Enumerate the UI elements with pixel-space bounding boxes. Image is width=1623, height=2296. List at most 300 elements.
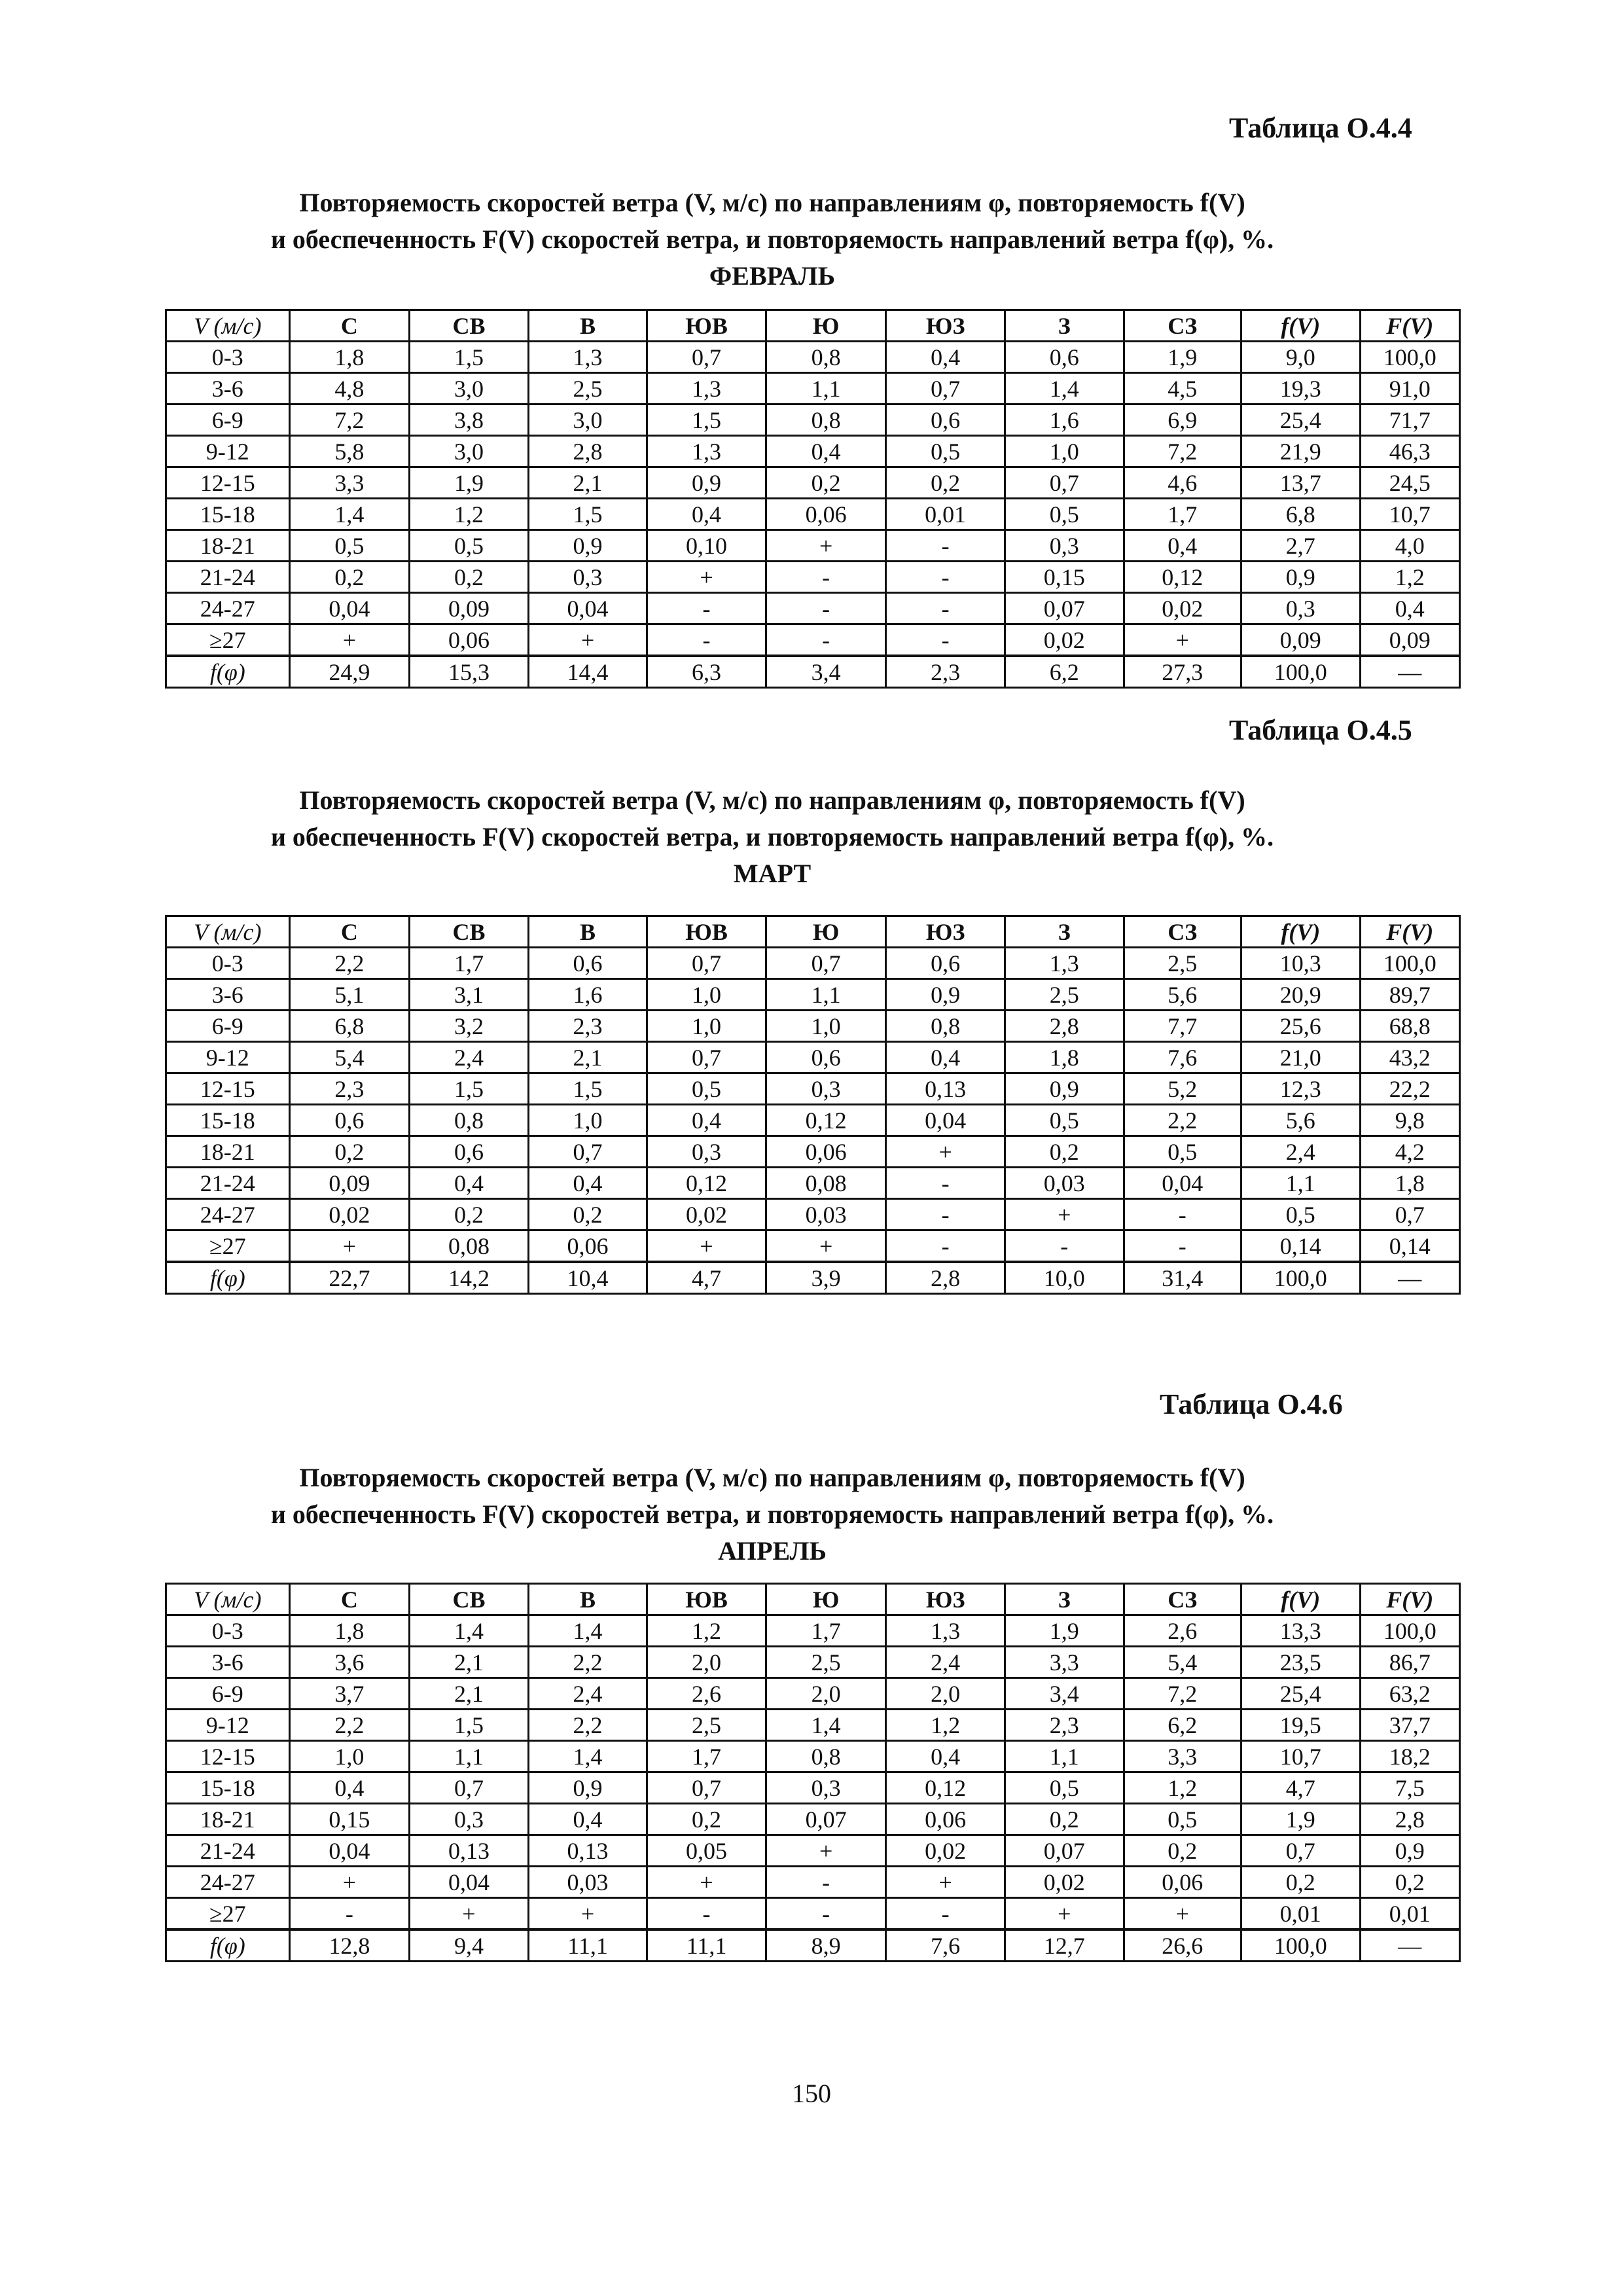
table-cell: 2,2 xyxy=(289,948,410,979)
table-cell: 0,5 xyxy=(886,436,1005,467)
table-cell: 9,0 xyxy=(1241,342,1361,373)
total-cell: 22,7 xyxy=(289,1262,410,1294)
table-cell: 0,9 xyxy=(886,979,1005,1011)
table-cell: 0,5 xyxy=(1241,1199,1361,1230)
table-cell: 1,5 xyxy=(647,404,766,436)
table-cell: 1,4 xyxy=(410,1615,529,1647)
table-cell: 1,5 xyxy=(528,1073,647,1105)
table-row xyxy=(166,1042,1460,1073)
total-cell: 9,4 xyxy=(410,1929,529,1962)
table-cell: 0,7 xyxy=(528,1136,647,1168)
table-cell: 3,3 xyxy=(289,467,410,499)
table-cell: 2,2 xyxy=(528,1710,647,1741)
table-cell: 1,5 xyxy=(410,1710,529,1741)
wind-table-apr xyxy=(165,1583,1461,1962)
table-cell: 0,6 xyxy=(886,948,1005,979)
total-cell: 7,6 xyxy=(886,1929,1005,1962)
table-cell: 3,6 xyxy=(289,1647,410,1678)
table-cell: 3,7 xyxy=(289,1678,410,1710)
column-header: В xyxy=(528,310,647,342)
table-cell: 0,4 xyxy=(647,499,766,530)
table-cell: - xyxy=(289,1898,410,1930)
table-cell: 0,3 xyxy=(410,1804,529,1835)
table-cell: 2,6 xyxy=(1124,1615,1241,1647)
table-cell: 0,04 xyxy=(289,1835,410,1867)
table-cell: 1,7 xyxy=(647,1741,766,1772)
table-cell: 1,1 xyxy=(1241,1168,1361,1199)
table-cell: 2,5 xyxy=(528,373,647,404)
table-cell: 86,7 xyxy=(1360,1647,1459,1678)
table-cell: 3,0 xyxy=(410,436,529,467)
table-cell: 5,4 xyxy=(1124,1647,1241,1678)
table-cell: 1,6 xyxy=(1005,404,1124,436)
table-cell: 0,9 xyxy=(1360,1835,1459,1867)
wind-table-mar xyxy=(165,915,1461,1295)
speed-range-cell: 9-12 xyxy=(166,1042,290,1073)
table-cell: 1,5 xyxy=(410,342,529,373)
table-row xyxy=(166,499,1460,530)
total-cell: 26,6 xyxy=(1124,1929,1241,1962)
column-header: СВ xyxy=(410,1584,529,1615)
table-cell: 0,2 xyxy=(1241,1867,1361,1898)
table-cell: 0,12 xyxy=(647,1168,766,1199)
column-header: С xyxy=(289,916,410,948)
table-cell: 0,02 xyxy=(1005,1867,1124,1898)
total-label-cell: f(φ) xyxy=(166,1929,290,1962)
total-cell: 11,1 xyxy=(647,1929,766,1962)
table-cell: 5,8 xyxy=(289,436,410,467)
table-cell: 0,06 xyxy=(886,1804,1005,1835)
column-header: V (м/с) xyxy=(166,310,290,342)
table-cell: - xyxy=(647,624,766,656)
table-cell: 1,0 xyxy=(289,1741,410,1772)
table-cell: 0,2 xyxy=(1124,1835,1241,1867)
speed-range-cell: 12-15 xyxy=(166,1741,290,1772)
table-cell: 0,6 xyxy=(410,1136,529,1168)
table-cell: 0,13 xyxy=(410,1835,529,1867)
table-cell: 13,7 xyxy=(1241,467,1361,499)
table-cell: 0,8 xyxy=(766,342,886,373)
header-row xyxy=(166,310,1460,342)
table-cell: 0,7 xyxy=(1241,1835,1361,1867)
table-cell: 7,2 xyxy=(1124,1678,1241,1710)
column-header: З xyxy=(1005,310,1124,342)
speed-range-cell: 0-3 xyxy=(166,948,290,979)
table-label-feb: Таблица О.4.4 xyxy=(1229,112,1412,144)
speed-range-cell: 3-6 xyxy=(166,373,290,404)
column-header: F(V) xyxy=(1360,1584,1459,1615)
caption-line-2: и обеспеченность F(V) скоростей ветра, и повторяемость направлений ветра f(φ), %. xyxy=(270,224,1274,254)
table-cell: 9,8 xyxy=(1360,1105,1459,1136)
column-header: Ю xyxy=(766,916,886,948)
table-cell: 0,7 xyxy=(647,342,766,373)
total-cell: 10,4 xyxy=(528,1262,647,1294)
speed-range-cell: 18-21 xyxy=(166,1136,290,1168)
table-cell: 2,8 xyxy=(1005,1011,1124,1042)
table-cell: 0,02 xyxy=(647,1199,766,1230)
total-cell: — xyxy=(1360,1262,1459,1294)
total-row xyxy=(166,1929,1460,1962)
column-header: СЗ xyxy=(1124,310,1241,342)
table-row xyxy=(166,1804,1460,1835)
table-cell: 0,6 xyxy=(766,1042,886,1073)
table-cell: 6,9 xyxy=(1124,404,1241,436)
table-row xyxy=(166,1073,1460,1105)
table-cell: 0,2 xyxy=(766,467,886,499)
table-cell: 1,0 xyxy=(647,979,766,1011)
table-cell: 0,13 xyxy=(528,1835,647,1867)
total-row xyxy=(166,656,1460,688)
table-cell: 2,1 xyxy=(528,467,647,499)
table-cell: 91,0 xyxy=(1360,373,1459,404)
table-cell: + xyxy=(1005,1199,1124,1230)
total-cell: 2,8 xyxy=(886,1262,1005,1294)
table-row xyxy=(166,1867,1460,1898)
table-cell: 46,3 xyxy=(1360,436,1459,467)
table-cell: - xyxy=(886,530,1005,562)
table-cell: 18,2 xyxy=(1360,1741,1459,1772)
table-cell: 1,0 xyxy=(1005,436,1124,467)
column-header: З xyxy=(1005,1584,1124,1615)
table-cell: 4,7 xyxy=(1241,1772,1361,1804)
table-cell: 100,0 xyxy=(1360,1615,1459,1647)
caption-line-1: Повторяемость скоростей ветра (V, м/с) по направлениям φ, повторяемость f(V) xyxy=(299,1463,1245,1492)
table-cell: 0,3 xyxy=(528,562,647,593)
table-cell: 1,6 xyxy=(528,979,647,1011)
table-cell: 0,9 xyxy=(528,530,647,562)
speed-range-cell: 3-6 xyxy=(166,979,290,1011)
column-header: В xyxy=(528,1584,647,1615)
table-cell: 0,8 xyxy=(766,1741,886,1772)
table-cell: - xyxy=(886,1199,1005,1230)
table-cell: 0,07 xyxy=(766,1804,886,1835)
table-cell: + xyxy=(289,1230,410,1263)
table-cell: 1,5 xyxy=(410,1073,529,1105)
speed-range-cell: 0-3 xyxy=(166,1615,290,1647)
table-cell: 0,02 xyxy=(289,1199,410,1230)
speed-range-cell: 6-9 xyxy=(166,1011,290,1042)
speed-range-cell: 18-21 xyxy=(166,1804,290,1835)
table-cell: 0,07 xyxy=(1005,1835,1124,1867)
table-row xyxy=(166,948,1460,979)
table-cell: 4,0 xyxy=(1360,530,1459,562)
table-cell: 0,02 xyxy=(1005,624,1124,656)
table-cell: 2,8 xyxy=(528,436,647,467)
speed-range-cell: ≥27 xyxy=(166,1898,290,1930)
table-cell: - xyxy=(1005,1230,1124,1263)
total-cell: 12,7 xyxy=(1005,1929,1124,1962)
month-title: АПРЕЛЬ xyxy=(718,1536,827,1566)
total-cell: 14,2 xyxy=(410,1262,529,1294)
total-cell: 31,4 xyxy=(1124,1262,1241,1294)
table-cell: 0,04 xyxy=(528,593,647,624)
table-cell: 1,1 xyxy=(410,1741,529,1772)
table-cell: 4,2 xyxy=(1360,1136,1459,1168)
column-header: СВ xyxy=(410,310,529,342)
table-cell: 0,2 xyxy=(289,562,410,593)
table-cell: 0,5 xyxy=(647,1073,766,1105)
column-header: ЮЗ xyxy=(886,916,1005,948)
table-cell: 0,2 xyxy=(410,562,529,593)
table-cell: 0,5 xyxy=(1124,1804,1241,1835)
speed-range-cell: 9-12 xyxy=(166,1710,290,1741)
speed-range-cell: 12-15 xyxy=(166,1073,290,1105)
table-cell: 0,7 xyxy=(1360,1199,1459,1230)
speed-range-cell: 15-18 xyxy=(166,1105,290,1136)
table-cell: 0,4 xyxy=(886,342,1005,373)
table-row xyxy=(166,1168,1460,1199)
table-row xyxy=(166,624,1460,656)
table-cell: 5,6 xyxy=(1124,979,1241,1011)
table-cell: 1,1 xyxy=(766,979,886,1011)
table-cell: 19,5 xyxy=(1241,1710,1361,1741)
table-cell: 2,3 xyxy=(289,1073,410,1105)
column-header: f(V) xyxy=(1241,1584,1361,1615)
table-cell: 43,2 xyxy=(1360,1042,1459,1073)
total-cell: 15,3 xyxy=(410,656,529,688)
table-cell: 20,9 xyxy=(1241,979,1361,1011)
total-cell: 11,1 xyxy=(528,1929,647,1962)
table-cell: 0,03 xyxy=(528,1867,647,1898)
table-cell: 0,9 xyxy=(1241,562,1361,593)
table-cell: 0,3 xyxy=(766,1073,886,1105)
column-header: f(V) xyxy=(1241,916,1361,948)
table-cell: 0,2 xyxy=(1005,1136,1124,1168)
table-cell: 0,04 xyxy=(410,1867,529,1898)
table-cell: 6,2 xyxy=(1124,1710,1241,1741)
table-cell: 1,4 xyxy=(1005,373,1124,404)
table-cell: 0,2 xyxy=(410,1199,529,1230)
table-cell: - xyxy=(766,1867,886,1898)
caption-mar xyxy=(0,782,1584,892)
table-cell: 1,4 xyxy=(528,1741,647,1772)
table-cell: 0,2 xyxy=(289,1136,410,1168)
table-cell: + xyxy=(886,1136,1005,1168)
table-cell: + xyxy=(1005,1898,1124,1930)
table-cell: 2,3 xyxy=(1005,1710,1124,1741)
column-header: Ю xyxy=(766,1584,886,1615)
column-header: f(V) xyxy=(1241,310,1361,342)
table-cell: 0,2 xyxy=(528,1199,647,1230)
table-cell: 0,4 xyxy=(289,1772,410,1804)
table-cell: 0,09 xyxy=(1360,624,1459,656)
speed-range-cell: 24-27 xyxy=(166,593,290,624)
table-cell: 1,3 xyxy=(647,373,766,404)
table-cell: 6,8 xyxy=(289,1011,410,1042)
month-title: МАРТ xyxy=(733,859,812,888)
table-row xyxy=(166,342,1460,373)
table-cell: 0,5 xyxy=(1124,1136,1241,1168)
table-cell: 0,5 xyxy=(1005,1105,1124,1136)
column-header: С xyxy=(289,310,410,342)
total-row xyxy=(166,1262,1460,1294)
table-cell: 3,4 xyxy=(1005,1678,1124,1710)
table-cell: 0,6 xyxy=(528,948,647,979)
table-cell: 2,5 xyxy=(766,1647,886,1678)
table-cell: 0,01 xyxy=(1241,1898,1361,1930)
table-cell: 19,3 xyxy=(1241,373,1361,404)
table-cell: 0,2 xyxy=(1005,1804,1124,1835)
speed-range-cell: 9-12 xyxy=(166,436,290,467)
header-row xyxy=(166,1584,1460,1615)
table-cell: 0,9 xyxy=(528,1772,647,1804)
table-cell: 1,4 xyxy=(289,499,410,530)
column-header: ЮВ xyxy=(647,916,766,948)
table-cell: + xyxy=(1124,1898,1241,1930)
table-cell: 0,03 xyxy=(766,1199,886,1230)
table-cell: 0,4 xyxy=(410,1168,529,1199)
table-cell: 12,3 xyxy=(1241,1073,1361,1105)
table-cell: 1,0 xyxy=(528,1105,647,1136)
table-cell: 2,8 xyxy=(1360,1804,1459,1835)
table-cell: 1,2 xyxy=(410,499,529,530)
table-cell: 0,4 xyxy=(886,1042,1005,1073)
table-cell: 0,5 xyxy=(410,530,529,562)
table-cell: + xyxy=(528,1898,647,1930)
table-cell: 0,15 xyxy=(1005,562,1124,593)
column-header: СВ xyxy=(410,916,529,948)
column-header: ЮЗ xyxy=(886,310,1005,342)
table-cell: 2,4 xyxy=(1241,1136,1361,1168)
table-cell: - xyxy=(886,1168,1005,1199)
header-row xyxy=(166,916,1460,948)
table-cell: 0,04 xyxy=(289,593,410,624)
table-cell: - xyxy=(766,593,886,624)
table-cell: 0,14 xyxy=(1360,1230,1459,1263)
table-cell: 0,3 xyxy=(766,1772,886,1804)
table-cell: 6,8 xyxy=(1241,499,1361,530)
speed-range-cell: 3-6 xyxy=(166,1647,290,1678)
table-cell: 0,3 xyxy=(1241,593,1361,624)
table-cell: 2,5 xyxy=(1005,979,1124,1011)
speed-range-cell: 6-9 xyxy=(166,404,290,436)
caption-line-2: и обеспеченность F(V) скоростей ветра, и повторяемость направлений ветра f(φ), %. xyxy=(270,822,1274,852)
table-cell: + xyxy=(647,1230,766,1263)
table-cell: 7,2 xyxy=(1124,436,1241,467)
table-cell: - xyxy=(1124,1199,1241,1230)
table-cell: 0,7 xyxy=(410,1772,529,1804)
total-cell: 12,8 xyxy=(289,1929,410,1962)
caption-line-2: и обеспеченность F(V) скоростей ветра, и повторяемость направлений ветра f(φ), %. xyxy=(270,1499,1274,1529)
table-cell: 2,0 xyxy=(886,1678,1005,1710)
table-cell: 3,2 xyxy=(410,1011,529,1042)
table-cell: 0,6 xyxy=(1005,342,1124,373)
table-cell: - xyxy=(766,624,886,656)
speed-range-cell: ≥27 xyxy=(166,1230,290,1263)
wind-table-feb xyxy=(165,309,1461,689)
table-cell: 0,9 xyxy=(647,467,766,499)
table-cell: 0,15 xyxy=(289,1804,410,1835)
total-cell: 8,9 xyxy=(766,1929,886,1962)
total-cell: 10,0 xyxy=(1005,1262,1124,1294)
table-cell: 1,7 xyxy=(766,1615,886,1647)
table-cell: 0,2 xyxy=(1360,1867,1459,1898)
table-cell: 1,2 xyxy=(1124,1772,1241,1804)
table-cell: 24,5 xyxy=(1360,467,1459,499)
table-cell: 0,12 xyxy=(886,1772,1005,1804)
table-cell: 0,3 xyxy=(1005,530,1124,562)
speed-range-cell: 24-27 xyxy=(166,1199,290,1230)
table-cell: 1,7 xyxy=(1124,499,1241,530)
table-cell: 1,9 xyxy=(410,467,529,499)
table-cell: 25,6 xyxy=(1241,1011,1361,1042)
table-cell: 0,12 xyxy=(1124,562,1241,593)
table-cell: 21,0 xyxy=(1241,1042,1361,1073)
table-cell: 10,3 xyxy=(1241,948,1361,979)
column-header: Ю xyxy=(766,310,886,342)
table-cell: 1,3 xyxy=(886,1615,1005,1647)
table-cell: + xyxy=(410,1898,529,1930)
total-cell: 2,3 xyxy=(886,656,1005,688)
table-cell: 4,6 xyxy=(1124,467,1241,499)
table-row xyxy=(166,1105,1460,1136)
table-cell: 5,1 xyxy=(289,979,410,1011)
table-cell: - xyxy=(886,1898,1005,1930)
table-cell: 0,04 xyxy=(1124,1168,1241,1199)
table-cell: 0,7 xyxy=(647,1042,766,1073)
table-cell: 1,1 xyxy=(766,373,886,404)
table-cell: 3,3 xyxy=(1005,1647,1124,1678)
table-cell: 0,5 xyxy=(1005,1772,1124,1804)
table-cell: 1,8 xyxy=(1360,1168,1459,1199)
table-cell: 1,9 xyxy=(1005,1615,1124,1647)
total-cell: 4,7 xyxy=(647,1262,766,1294)
table-cell: 0,7 xyxy=(647,1772,766,1804)
table-cell: - xyxy=(886,624,1005,656)
table-cell: 7,2 xyxy=(289,404,410,436)
table-cell: 0,08 xyxy=(766,1168,886,1199)
table-cell: 0,6 xyxy=(886,404,1005,436)
table-cell: 0,06 xyxy=(766,499,886,530)
table-cell: 0,7 xyxy=(766,948,886,979)
table-cell: 0,03 xyxy=(1005,1168,1124,1199)
table-cell: - xyxy=(886,1230,1005,1263)
table-cell: + xyxy=(289,624,410,656)
table-row xyxy=(166,1011,1460,1042)
table-cell: 2,2 xyxy=(289,1710,410,1741)
table-row xyxy=(166,562,1460,593)
table-cell: 0,10 xyxy=(647,530,766,562)
table-row xyxy=(166,1199,1460,1230)
table-cell: + xyxy=(289,1867,410,1898)
table-cell: 0,2 xyxy=(647,1804,766,1835)
speed-range-cell: 24-27 xyxy=(166,1867,290,1898)
table-cell: + xyxy=(886,1867,1005,1898)
speed-range-cell: 21-24 xyxy=(166,562,290,593)
table-cell: 4,5 xyxy=(1124,373,1241,404)
table-cell: 2,6 xyxy=(647,1678,766,1710)
table-cell: 2,4 xyxy=(410,1042,529,1073)
table-cell: 89,7 xyxy=(1360,979,1459,1011)
table-cell: 3,8 xyxy=(410,404,529,436)
speed-range-cell: 18-21 xyxy=(166,530,290,562)
table-cell: + xyxy=(766,1835,886,1867)
column-header: З xyxy=(1005,916,1124,948)
table-row xyxy=(166,467,1460,499)
table-cell: 0,4 xyxy=(528,1168,647,1199)
total-cell: — xyxy=(1360,656,1459,688)
caption-feb xyxy=(0,185,1584,295)
column-header: F(V) xyxy=(1360,310,1459,342)
table-cell: 0,8 xyxy=(766,404,886,436)
table-cell: 0,3 xyxy=(647,1136,766,1168)
table-cell: 0,8 xyxy=(410,1105,529,1136)
table-cell: 3,0 xyxy=(410,373,529,404)
table-cell: 0,09 xyxy=(1241,624,1361,656)
column-header: С xyxy=(289,1584,410,1615)
table-cell: 0,7 xyxy=(647,948,766,979)
table-row xyxy=(166,373,1460,404)
